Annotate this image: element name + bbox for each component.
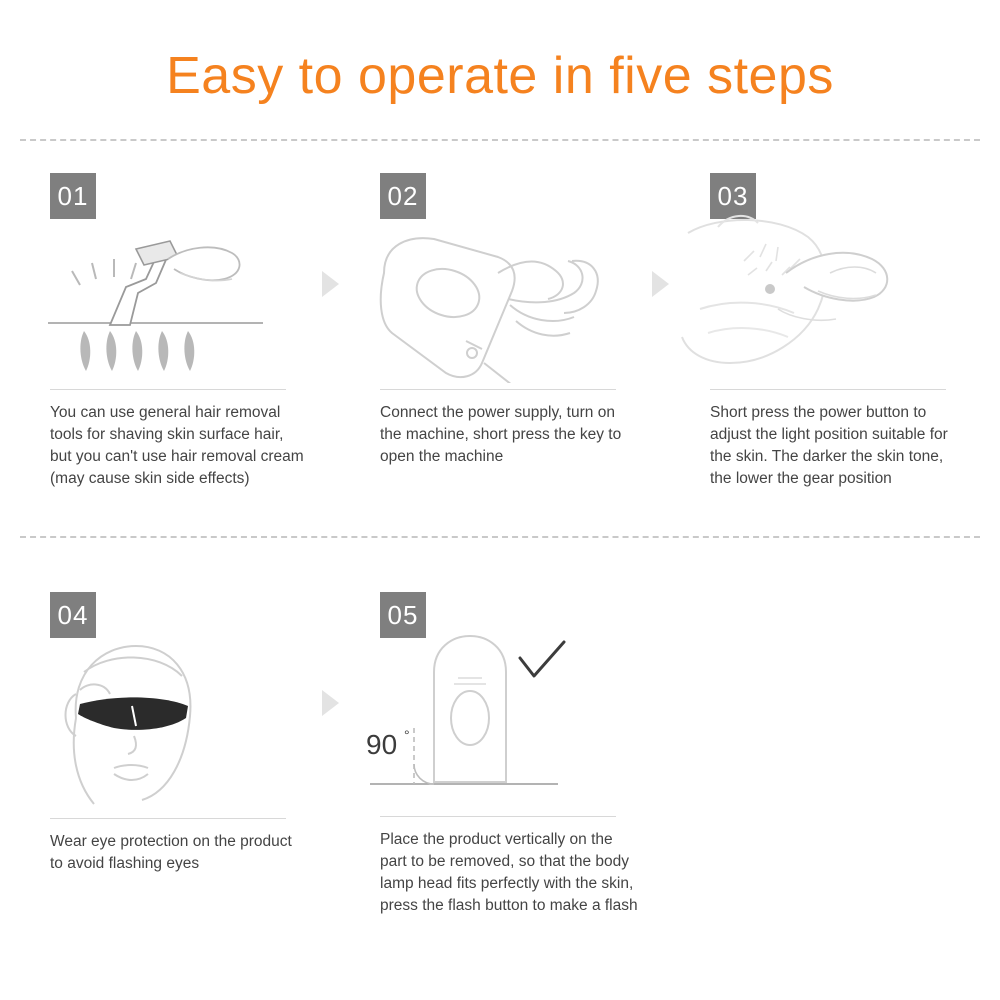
steps-row-one-wrap [0, 141, 1000, 490]
caption-rule [50, 818, 286, 819]
hand-pressing-button-icon [678, 213, 978, 383]
page-title: Easy to operate in five steps [166, 47, 834, 105]
step-number-badge: 01 [50, 173, 96, 219]
caption-rule [710, 389, 946, 390]
arrow-right-icon [318, 690, 348, 710]
step-card-03 [678, 141, 978, 490]
mid-divider [20, 536, 980, 538]
step-caption: Short press the power button to adjust the light position suitable for the skin. The darker the skin tone, the lower the gear position [710, 404, 948, 488]
step-caption: Place the product vertically on the part to be removed, so that the body lamp head fits perfectly with the skin, press the flash button to make a flash [380, 831, 638, 915]
woman-goggles-icon [18, 632, 318, 802]
svg-text:90: 90 [366, 729, 398, 761]
arrow-right-icon [648, 271, 678, 291]
device-vertical-90-degrees-icon [348, 632, 648, 802]
steps-row-one [18, 141, 982, 490]
caption-rule [380, 389, 616, 390]
steps-row-two [18, 560, 982, 917]
svg-text:°: ° [404, 727, 410, 744]
step-caption: Connect the power supply, turn on the machine, short press the key to open the machine [380, 404, 622, 466]
step-caption: Wear eye protection on the product to avoid flashing eyes [50, 833, 292, 873]
step-number-badge: 05 [380, 592, 426, 638]
step-number-badge: 03 [710, 173, 756, 219]
razor-shaving-icon [18, 213, 318, 383]
step-caption: You can use general hair removal tools for shaving skin surface hair, but you can't use hair removal cream (may cause skin side effects) [50, 404, 304, 488]
step-number-badge: 04 [50, 592, 96, 638]
step-card-01 [18, 141, 318, 490]
step-card-04 [18, 560, 318, 875]
step-card-05 [348, 560, 648, 917]
device-power-plug-icon [348, 213, 648, 383]
arrow-right-icon [318, 271, 348, 291]
caption-rule [380, 816, 616, 817]
step-card-02 [348, 141, 648, 468]
step-number-badge: 02 [380, 173, 426, 219]
caption-rule [50, 389, 286, 390]
steps-row-two-wrap [0, 560, 1000, 917]
